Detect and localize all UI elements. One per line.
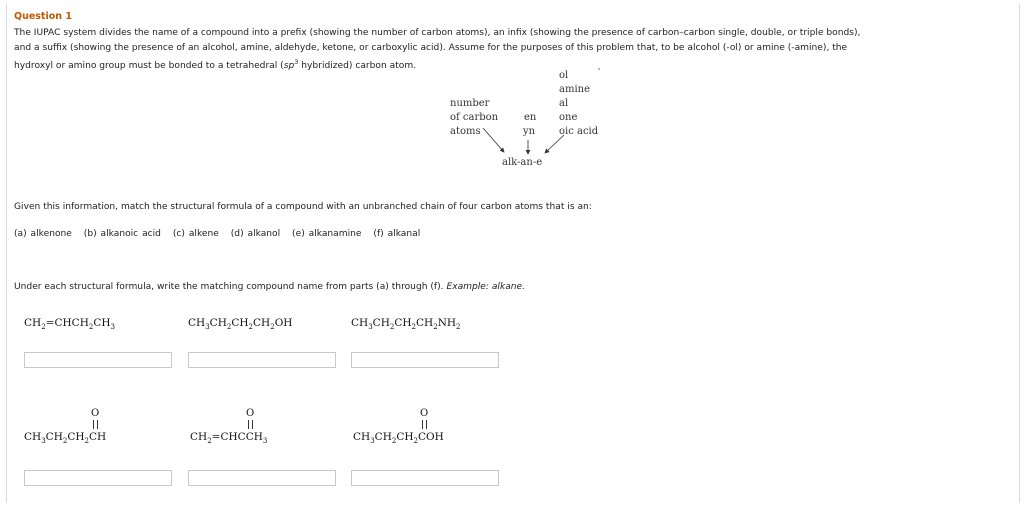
suffix-oic-acid: oic acid xyxy=(559,126,599,137)
formula-2: $CH_3CH_2CH_2CH_2OH$ xyxy=(188,317,293,332)
answer-input-5[interactable] xyxy=(188,470,336,486)
formula-1: $CH_2=CHCH_2CH_3$ xyxy=(24,317,115,332)
given-text: Given this information, match the structural formula of a compound with an unbranched chain of four carbon atoms that is an: xyxy=(14,202,592,212)
diagram-arrows xyxy=(0,0,1024,190)
carbonyl-o-5: O xyxy=(246,408,255,419)
intro-line-3-a: hydroxyl or amino group must be bonded to a tetrahedral ( xyxy=(14,61,284,72)
option-a: (a) alkenone xyxy=(14,229,72,239)
answer-input-1[interactable] xyxy=(24,352,172,368)
suffix-one: one xyxy=(559,112,578,123)
formula-3: $CH_3CH_2CH_2CH_2NH_2$ xyxy=(351,317,461,332)
option-f: (f) alkanal xyxy=(373,229,421,239)
carbonyl-o-4: O xyxy=(91,408,100,419)
instruction-example: Example: alkane. xyxy=(446,282,526,292)
answer-input-2[interactable] xyxy=(188,352,336,368)
prefix-line-1: number xyxy=(450,98,490,109)
option-b: (b) alkanoic acid xyxy=(83,229,161,239)
center-label: alk-an-e xyxy=(502,157,543,168)
suffix-amine: amine xyxy=(559,84,591,95)
option-d: (d) alkanol xyxy=(230,229,281,239)
intro-line-3-b: hybridized) carbon atom. xyxy=(298,61,417,72)
option-e: (e) alkanamine xyxy=(292,229,362,239)
carbonyl-o-6: O xyxy=(420,408,429,419)
intro-line-2: and a suffix (showing the presence of an alcohol, amine, aldehyde, ketone, or carboxylic acid). Assume for the purposes of this problem that, to be alcohol (-ol) or amine (-amine), the xyxy=(14,42,848,53)
formula-4: $CH_3CH_2CH_2CH$ xyxy=(24,431,107,446)
formula-5: $CH_2=CHCCH_3$ xyxy=(190,431,268,446)
arrow-suffix xyxy=(545,135,564,153)
double-bond-5 xyxy=(248,420,253,429)
suffix-al: al xyxy=(559,98,569,109)
option-list xyxy=(14,229,428,239)
double-bond-6 xyxy=(422,420,427,429)
formula-6: $CH_3CH_2CH_2COH$ xyxy=(353,431,444,446)
naming-diagram xyxy=(0,0,1024,190)
double-bond-4 xyxy=(93,420,98,429)
infix-yn: yn xyxy=(523,126,536,137)
prefix-line-2: of carbon xyxy=(450,112,499,123)
intro-sp: sp xyxy=(283,61,295,72)
intro-sup: 3 xyxy=(294,58,299,66)
instruction-text xyxy=(14,282,525,292)
answer-input-3[interactable] xyxy=(351,352,499,368)
suffix-ol: ol xyxy=(559,70,569,81)
option-c: (c) alkene xyxy=(172,229,219,239)
answer-input-4[interactable] xyxy=(24,470,172,486)
prefix-line-3: atoms xyxy=(450,126,481,137)
intro-line-1: The IUPAC system divides the name of a compound into a prefix (showing the number of carbon atoms), an infix (showing the presence of carbon–carbon single, double, or triple bonds), xyxy=(14,28,861,38)
arrow-prefix xyxy=(483,128,504,152)
answer-input-6[interactable] xyxy=(351,470,499,486)
instruction-main: Under each structural formula, write the matching compound name from parts (a) through (f). xyxy=(14,282,447,292)
infix-en: en xyxy=(524,112,537,123)
question-title: Question 1 xyxy=(14,11,72,22)
